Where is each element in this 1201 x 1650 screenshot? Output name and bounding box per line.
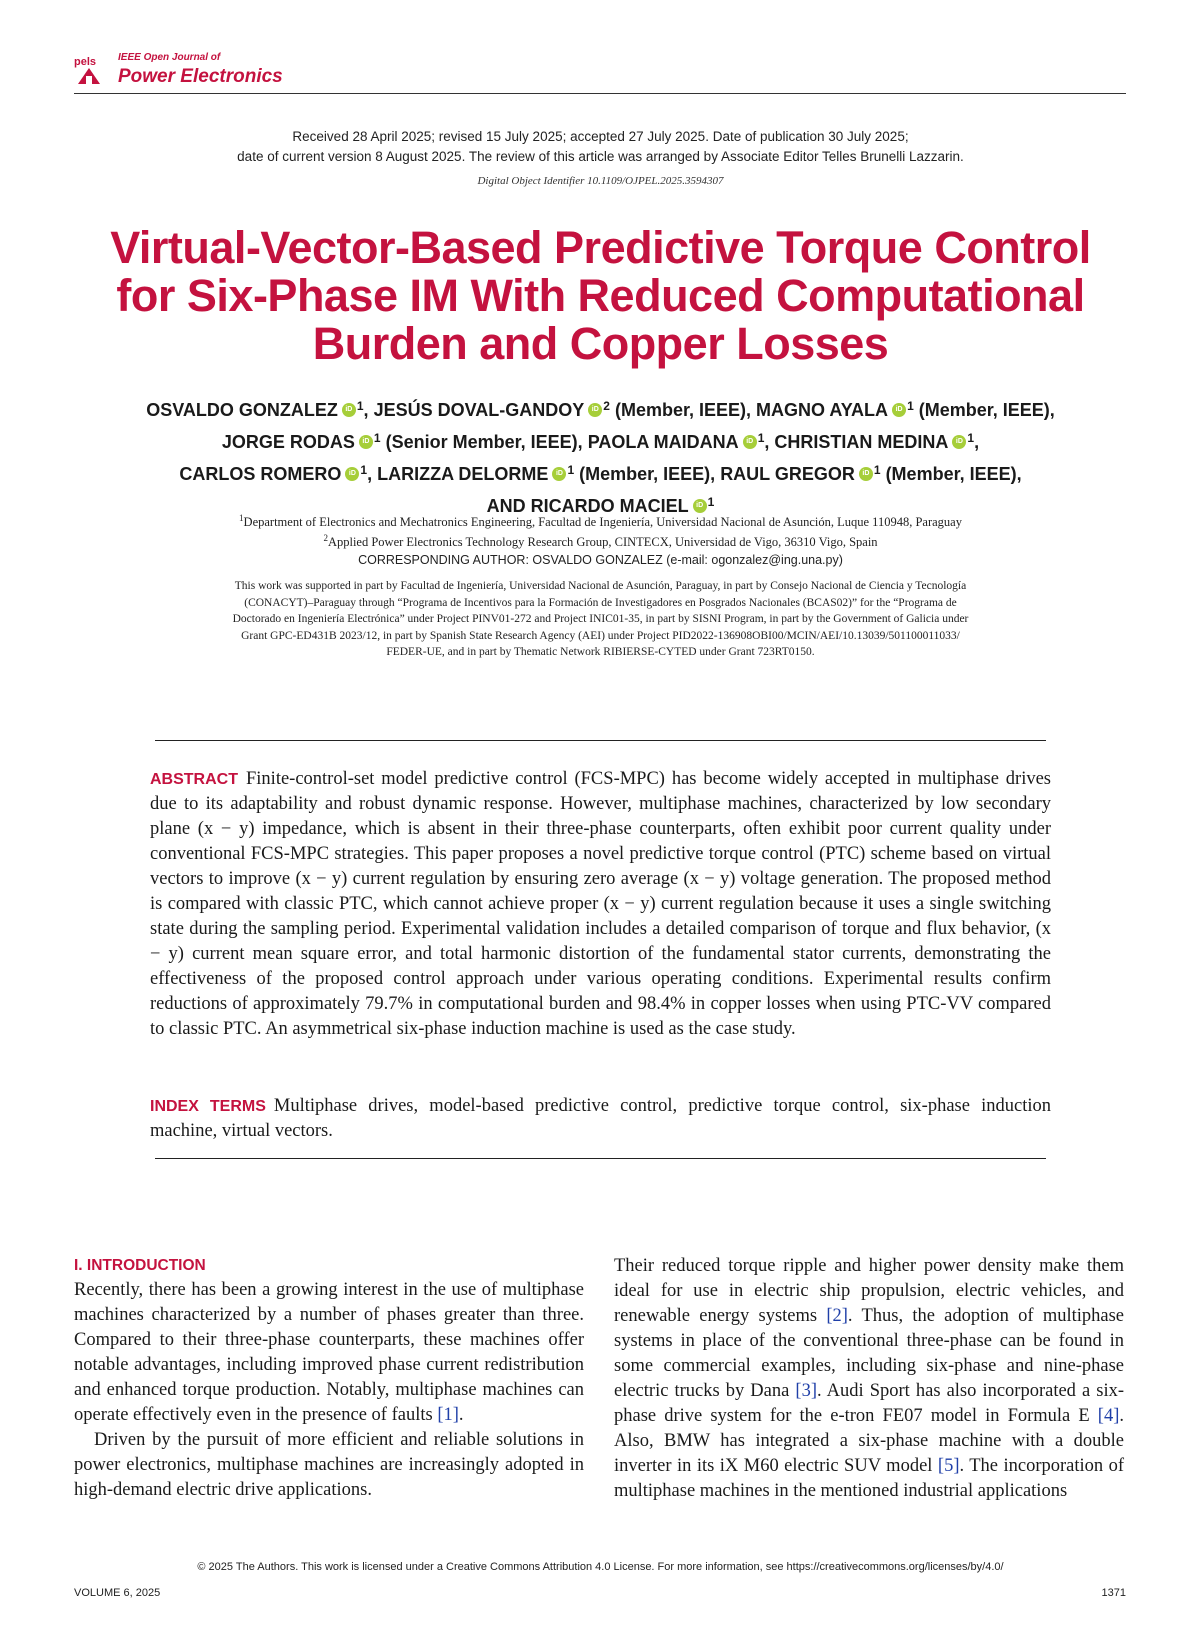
citation-link[interactable]: [3] — [795, 1381, 817, 1401]
author: AND RICARDO MACIEL iD $^1$ — [486, 495, 715, 516]
orcid-icon[interactable]: iD — [359, 435, 373, 449]
abstract — [150, 767, 1051, 1042]
section-heading: I. INTRODUCTION — [74, 1257, 206, 1274]
orcid-icon[interactable]: iD — [743, 435, 757, 449]
citation-link[interactable]: [4] — [1097, 1406, 1120, 1426]
paragraph: Recently, there has been a growing interest in the use of multiphase machines characterized by a number of phases greater than three. Compared to their three-phase counterparts, these machines offer notable advantages, including improved phase current redistribution and enhanced torque production. Notably, multiphase machines can operate effectively even in the presence of faults [1]. — [74, 1280, 584, 1425]
page-number: 1371 — [1101, 1587, 1126, 1599]
author: CARLOS ROMERO iD $^1$, — [179, 463, 373, 484]
index-terms-heading: INDEX TERMS — [150, 1098, 266, 1115]
citation-link[interactable]: [5] — [937, 1456, 960, 1476]
affiliations — [0, 510, 1201, 550]
divider — [155, 740, 1046, 741]
funding-note: This work was supported in part by Facultad de Ingeniería, Universidad Nacional de Asunción, Paraguay, in part by Consejo Nacional de Ciencia y Tecnología (CONACYT)–Paraguay through “Programa de Incentivos para la Formación de Investigadores en Posgrados Nacionales (BCAS02)” for the “Programa de Doctorado en Ingeniería Electrónica” under Project PINV01-272 and Project INIC01-35, in part by SISNI Program, in part by the Government of Galicia under Grant GPC-ED431B 2023/12, in part by Spanish State Research Agency (AEI) under Project PID2022-136908OBI00/MCIN/AEI/10.13039/501100011033/ FEDER-UE, and in part by Thematic Network RIBIERSE-CYTED under Grant 723RT0150. — [232, 580, 969, 658]
author: JORGE RODAS iD $^1$ (Senior Member, IEEE), — [221, 431, 583, 452]
citation-link[interactable]: [1] — [437, 1405, 459, 1425]
author: OSVALDO GONZALEZ iD $^1$, — [146, 399, 369, 420]
volume-label: VOLUME 6, 2025 — [74, 1587, 161, 1599]
affiliation: $^2$Applied Power Electronics Technology Research Group, CINTECX, Universidad de Vigo, 36310 Vigo, Spain — [323, 533, 878, 550]
paragraph: Driven by the pursuit of more efficient and reliable solutions in power electronics, multiphase machines are increasingly adopted in high-demand electric drive applications. — [74, 1430, 584, 1500]
paragraph: Their reduced torque ripple and higher power density make them ideal for use in electric ship propulsion, electric vehicles, and renewable energy systems [2]. Thus, the adoption of multiphase systems in place of the conventional three-phase can be found in some commercial examples, including six-phase and nine-phase electric trucks by Dana [3]. Audi Sport has also incorporated a six-phase drive system for the e-tron FE07 model in Formula E [4]. Also, BMW has integrated a six-phase machine with a double inverter in its iX M60 electric SUV model [5]. The incorporation of multiphase machines in the mentioned industrial applications — [614, 1256, 1125, 1501]
orcid-icon[interactable]: iD — [345, 467, 359, 481]
author: LARIZZA DELORME iD $^1$ (Member, IEEE), — [377, 463, 716, 484]
svg-text:pels: pels — [74, 56, 97, 68]
orcid-icon[interactable]: iD — [588, 403, 602, 417]
abstract-text: Finite-control-set model predictive control (FCS-MPC) has become widely accepted in multiphase drives due to its adaptability and robust dynamic response. However, multiphase machines, characterized by low secondary plane (x − y) impedance, which is absent in their three-phase counterparts, often exhibit poor current quality under conventional FCS-MPC strategies. This paper proposes a novel predictive torque control (PTC) scheme based on virtual vectors to improve (x − y) current regulation by ensuring zero average (x − y) voltage generation. The proposed method is compared with classic PTC, which cannot achieve proper (x − y) current regulation because it uses a single switching state during the sampling period. Experimental validation includes a detailed comparison of torque and flux behavior, (x − y) current mean square error, and total harmonic distortion of the fundamental stator currents, demonstrating the effectiveness of the proposed control approach under various operating conditions. Experimental results confirm reductions of approximately 79.7% in computational burden and 98.4% in copper losses when using PTC-VV compared to classic PTC. An asymmetrical six-phase induction machine is used as the case study. — [150, 769, 1051, 1039]
license-note: © 2025 The Authors. This work is licensed under a Creative Commons Attribution 4.0 License. For more information, see https://creativecommons.org/licenses/by/4.0/ — [197, 1561, 1004, 1573]
column-left — [74, 1254, 584, 1503]
journal-series: IEEE Open Journal of — [118, 52, 221, 63]
affiliation: $^1$Department of Electronics and Mechatronics Engineering, Facultad de Ingeniería, Universidad Nacional de Asunción, Luque 110948, Paraguay — [239, 513, 962, 530]
author: PAOLA MAIDANA iD $^1$, — [587, 431, 770, 452]
author: JESÚS DOVAL-GANDOY iD $^2$ (Member, IEEE), — [373, 399, 752, 420]
citation-link[interactable]: [2] — [826, 1306, 848, 1326]
abstract-heading: ABSTRACT — [150, 771, 238, 788]
index-terms-text: Multiphase drives, model-based predictive control, predictive torque control, six-phase induction machine, virtual vectors. — [150, 1096, 1051, 1141]
pels-logo — [74, 54, 104, 86]
paper-title: Virtual-Vector-Based Predictive Torque Control for Six-Phase IM With Reduced Computational Burden and Copper Losses — [110, 222, 1091, 369]
author-list — [80, 392, 1121, 520]
doi: Digital Object Identifier 10.1109/OJPEL.2025.3594307 — [477, 175, 724, 187]
corresponding-author: CORRESPONDING AUTHOR: OSVALDO GONZALEZ (e-mail: ogonzalez@ing.una.py) — [358, 553, 843, 567]
orcid-icon[interactable]: iD — [952, 435, 966, 449]
orcid-icon[interactable]: iD — [693, 499, 707, 513]
author: RAUL GREGOR iD $^1$ (Member, IEEE), — [720, 463, 1022, 484]
divider — [155, 1158, 1046, 1159]
index-terms — [150, 1094, 1051, 1144]
column-right — [614, 1254, 1124, 1504]
orcid-icon[interactable]: iD — [859, 467, 873, 481]
received-dates: Received 28 April 2025; revised 15 July 2025; accepted 27 July 2025. Date of publication 30 July 2025; date of current version 8 August 2025. The review of this article was arranged by Associate Editor Telles Brunelli Lazzarin. — [237, 129, 964, 164]
journal-header — [74, 50, 1126, 94]
author: CHRISTIAN MEDINA iD $^1$, — [774, 431, 980, 452]
orcid-icon[interactable]: iD — [552, 467, 566, 481]
journal-name: Power Electronics — [118, 66, 283, 87]
orcid-icon[interactable]: iD — [342, 403, 356, 417]
author: MAGNO AYALA iD $^1$ (Member, IEEE), — [756, 399, 1055, 420]
orcid-icon[interactable]: iD — [892, 403, 906, 417]
